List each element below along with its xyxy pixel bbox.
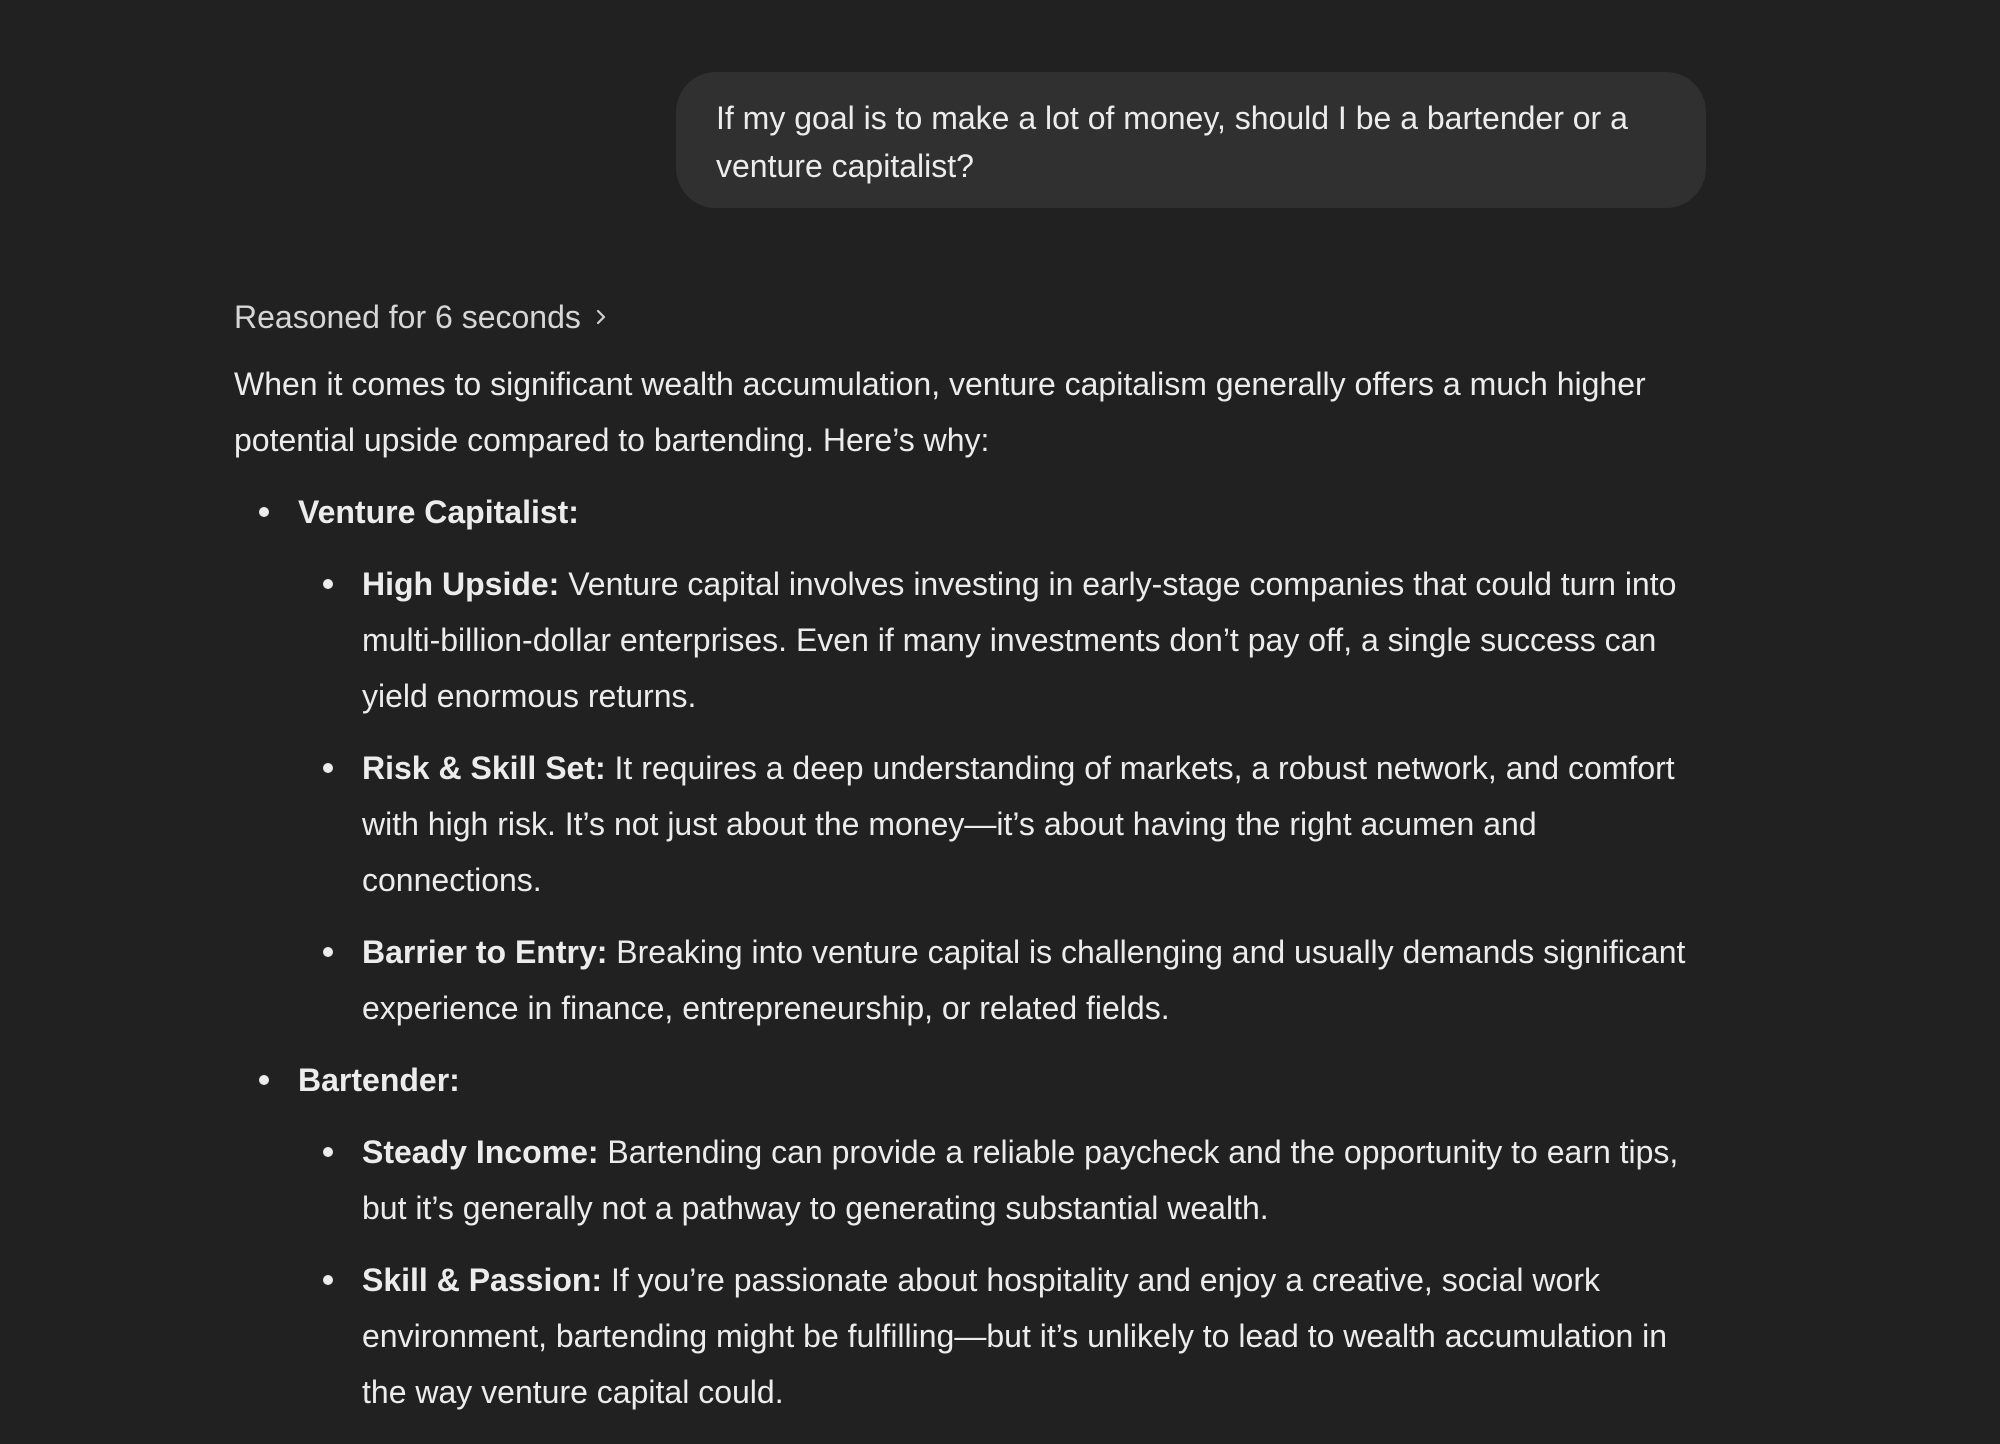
section-bartender [234, 1052, 1708, 1420]
point-text: If you’re passionate about hospitality and enjoy a creative, social work environment, bartending might be fulfilling—but it’s unlikely to lead to wealth accumulation in the way venture capital could. [362, 1262, 1668, 1410]
reasoning-label: Reasoned for 6 seconds [234, 299, 581, 335]
point-term: Barrier to Entry: [362, 934, 617, 970]
point-text: Venture capital involves investing in early-stage companies that could turn into multi-billion-dollar enterprises. Even if many investments don’t pay off, a single success can yield enormous returns. [362, 566, 1677, 714]
response-intro: When it comes to significant wealth accumulation, venture capitalism generally offers a much higher potential upside compared to bartending. Here’s why: [234, 366, 1646, 458]
user-message-bubble [676, 72, 1706, 208]
list-item [298, 924, 1708, 1036]
bullet-icon [323, 1275, 333, 1285]
section-points [298, 556, 1708, 1036]
bullet-icon [323, 1147, 333, 1157]
bullet-icon [259, 507, 269, 517]
bullet-icon [323, 579, 333, 589]
point-term: High Upside: [362, 566, 569, 602]
bullet-icon [323, 947, 333, 957]
point-text: It requires a deep understanding of markets, a robust network, and comfort with high risk. It’s not just about the money—it’s about having the right acumen and connections. [362, 750, 1675, 898]
reasoning-toggle[interactable] [234, 292, 1708, 342]
list-item [298, 740, 1708, 908]
comparison-list [234, 484, 1708, 1420]
bullet-icon [259, 1075, 269, 1085]
list-item [298, 556, 1708, 724]
section-points [298, 1124, 1708, 1420]
point-text: Bartending can provide a reliable paycheck and the opportunity to earn tips, but it’s generally not a pathway to generating substantial wealth. [362, 1134, 1679, 1226]
bullet-icon [323, 763, 333, 773]
chevron-right-icon [591, 307, 611, 327]
section-title: Bartender: [298, 1062, 460, 1098]
list-item [298, 1252, 1708, 1420]
section-title: Venture Capitalist: [298, 494, 579, 530]
assistant-message [234, 292, 1708, 1436]
user-message-text: If my goal is to make a lot of money, should I be a bartender or a venture capitalist? [716, 100, 1628, 184]
list-item [298, 1124, 1708, 1236]
point-text: Breaking into venture capital is challenging and usually demands significant experience in finance, entrepreneurship, or related fields. [362, 934, 1686, 1026]
point-term: Skill & Passion: [362, 1262, 611, 1298]
point-term: Risk & Skill Set: [362, 750, 615, 786]
section-venture-capitalist [234, 484, 1708, 1036]
point-term: Steady Income: [362, 1134, 608, 1170]
